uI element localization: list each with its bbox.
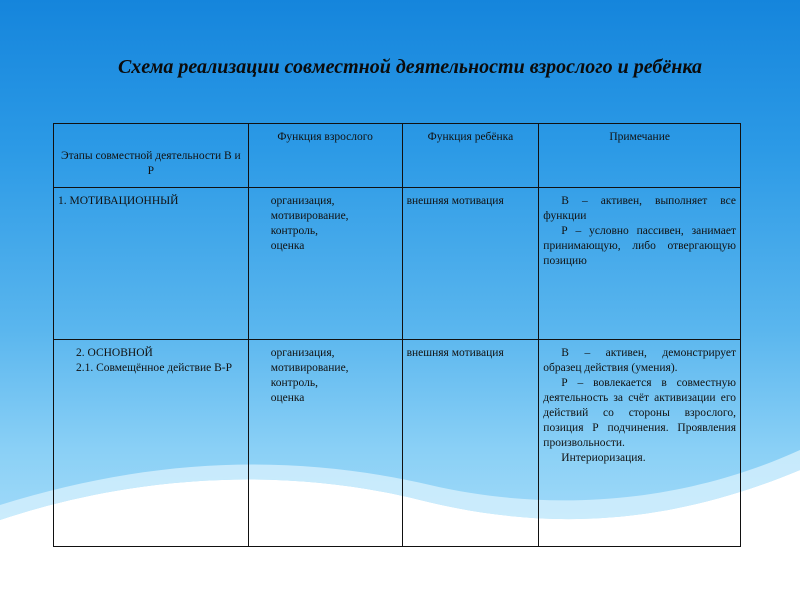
stage-line: 2. ОСНОВНОЙ — [76, 347, 153, 359]
header-child-function: Функция ребёнка — [402, 124, 539, 188]
header-note: Примечание — [539, 124, 741, 188]
slide-title: Схема реализации совместной деятельности взрослого и ребёнка — [117, 56, 703, 78]
stage-line: 1. МОТИВАЦИОННЫЙ — [58, 195, 179, 207]
adult-line: мотивирование, — [270, 362, 349, 374]
child-cell: внешняя мотивация — [402, 188, 539, 340]
adult-cell — [248, 188, 402, 340]
child-cell: внешняя мотивация — [402, 340, 539, 547]
header-stages: Этапы совместной деятельности В и Р — [54, 124, 249, 188]
activity-table — [53, 123, 741, 547]
table-row — [54, 188, 741, 340]
adult-line: организация, — [270, 195, 335, 207]
header-adult-function: Функция взрослого — [248, 124, 402, 188]
stage-line: 2.1. Совмещённое действие В-Р — [76, 362, 232, 374]
note-paragraph: В – активен, выполняет все функции — [543, 195, 736, 222]
note-cell — [539, 188, 741, 340]
table-row — [54, 340, 741, 547]
note-paragraph: Р – условно пассивен, занимает принимающую, либо отвергающую позицию — [543, 225, 736, 267]
note-paragraph: Р – вовлекается в совместную деятельность за счёт активизации его действий со стороны взрослого, позиция Р подчинения. Проявления произвольности. — [543, 377, 736, 449]
note-paragraph: В – активен, демонстрирует образец действия (умения). — [543, 347, 736, 374]
stage-cell — [54, 340, 249, 547]
note-paragraph: Интериоризация. — [561, 452, 646, 464]
adult-line: оценка — [270, 240, 305, 252]
note-cell — [539, 340, 741, 547]
adult-line: контроль, — [270, 377, 319, 389]
adult-line: контроль, — [270, 225, 319, 237]
table-header-row — [54, 124, 741, 188]
stage-cell — [54, 188, 249, 340]
adult-line: организация, — [270, 347, 335, 359]
adult-cell — [248, 340, 402, 547]
adult-line: оценка — [270, 392, 305, 404]
adult-line: мотивирование, — [270, 210, 349, 222]
